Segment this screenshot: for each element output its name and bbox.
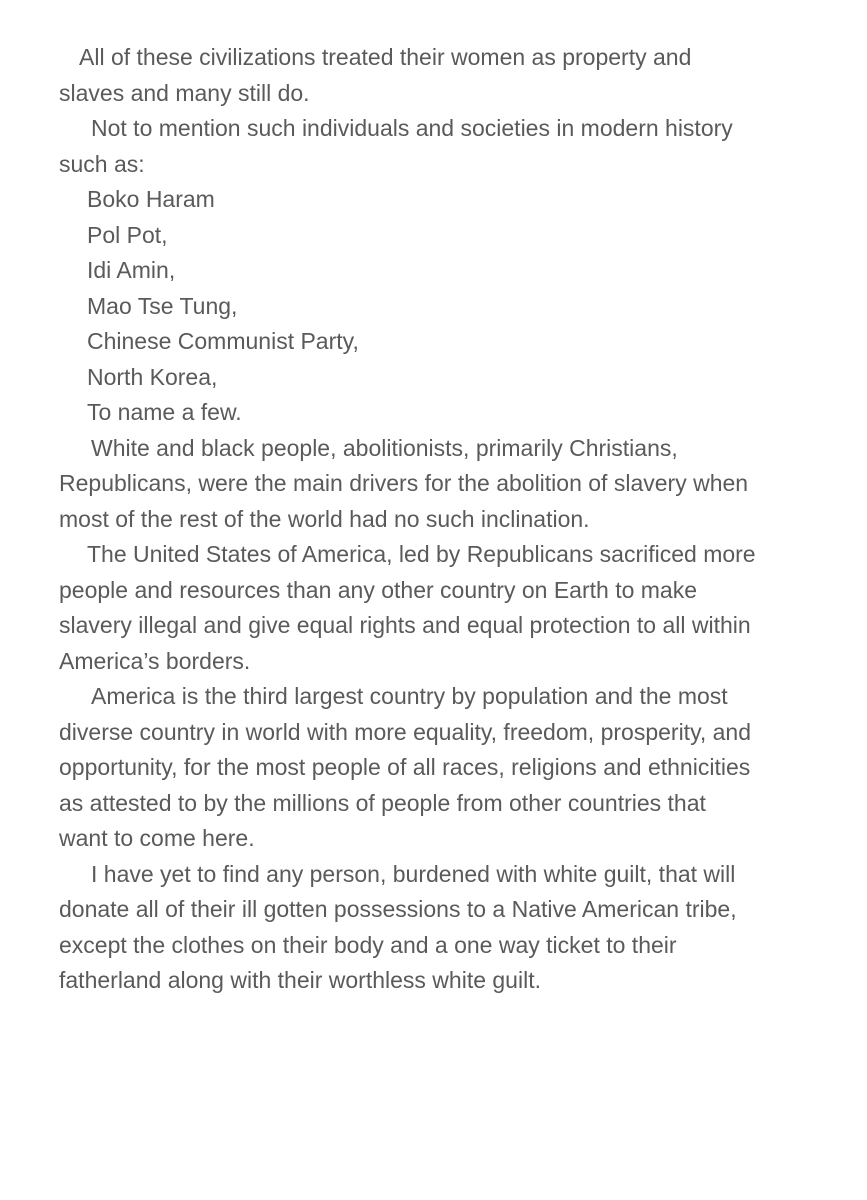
list-item: Chinese Communist Party, <box>87 328 359 354</box>
text-line: slaves and many still do. <box>59 79 310 106</box>
text-line: most of the rest of the world had no such inclination. <box>59 505 590 532</box>
text-line: I have yet to find any person, burdened with white guilt, that will <box>91 860 736 887</box>
paragraph-united-states <box>59 537 859 679</box>
text-line: people and resources than any other country on Earth to make <box>59 576 698 603</box>
text-line: opportunity, for the most people of all races, religions and ethnicities <box>59 754 751 780</box>
text-line: except the clothes on their body and a one way ticket to their <box>59 931 677 958</box>
text-line: White and black people, abolitionists, primarily Christians, <box>91 434 678 461</box>
text-line: Republicans, were the main drivers for the abolition of slavery when <box>59 470 749 496</box>
text-line: All of these civilizations treated their women as property and <box>79 44 692 70</box>
text-line: fatherland along with their worthless white guilt. <box>59 967 541 993</box>
text-line: such as: <box>59 150 145 177</box>
document-text <box>59 40 859 999</box>
list-item: Mao Tse Tung, <box>87 292 238 319</box>
paragraph-civilizations <box>59 40 859 111</box>
examples-list <box>59 182 859 431</box>
text-line: as attested to by the millions of people from other countries that <box>59 789 706 816</box>
paragraph-white-guilt <box>59 857 859 999</box>
paragraph-america-diversity <box>59 679 859 857</box>
text-line: America is the third largest country by population and the most <box>91 683 728 709</box>
list-item: Idi Amin, <box>87 257 176 283</box>
text-line: Not to mention such individuals and societies in modern history <box>91 115 733 141</box>
text-line: donate all of their ill gotten possessions to a Native American tribe, <box>59 896 737 922</box>
text-line: want to come here. <box>59 825 255 851</box>
text-line: America’s borders. <box>59 647 251 674</box>
list-item: North Korea, <box>87 363 218 390</box>
list-item: Boko Haram <box>87 186 215 212</box>
paragraph-modern-history <box>59 111 859 182</box>
paragraph-abolitionists <box>59 431 859 538</box>
list-item: To name a few. <box>87 399 242 425</box>
text-line: The United States of America, led by Republicans sacrificed more <box>87 541 756 567</box>
text-line: slavery illegal and give equal rights and equal protection to all within <box>59 612 751 638</box>
list-item: Pol Pot, <box>87 221 168 248</box>
text-line: diverse country in world with more equality, freedom, prosperity, and <box>59 718 752 745</box>
